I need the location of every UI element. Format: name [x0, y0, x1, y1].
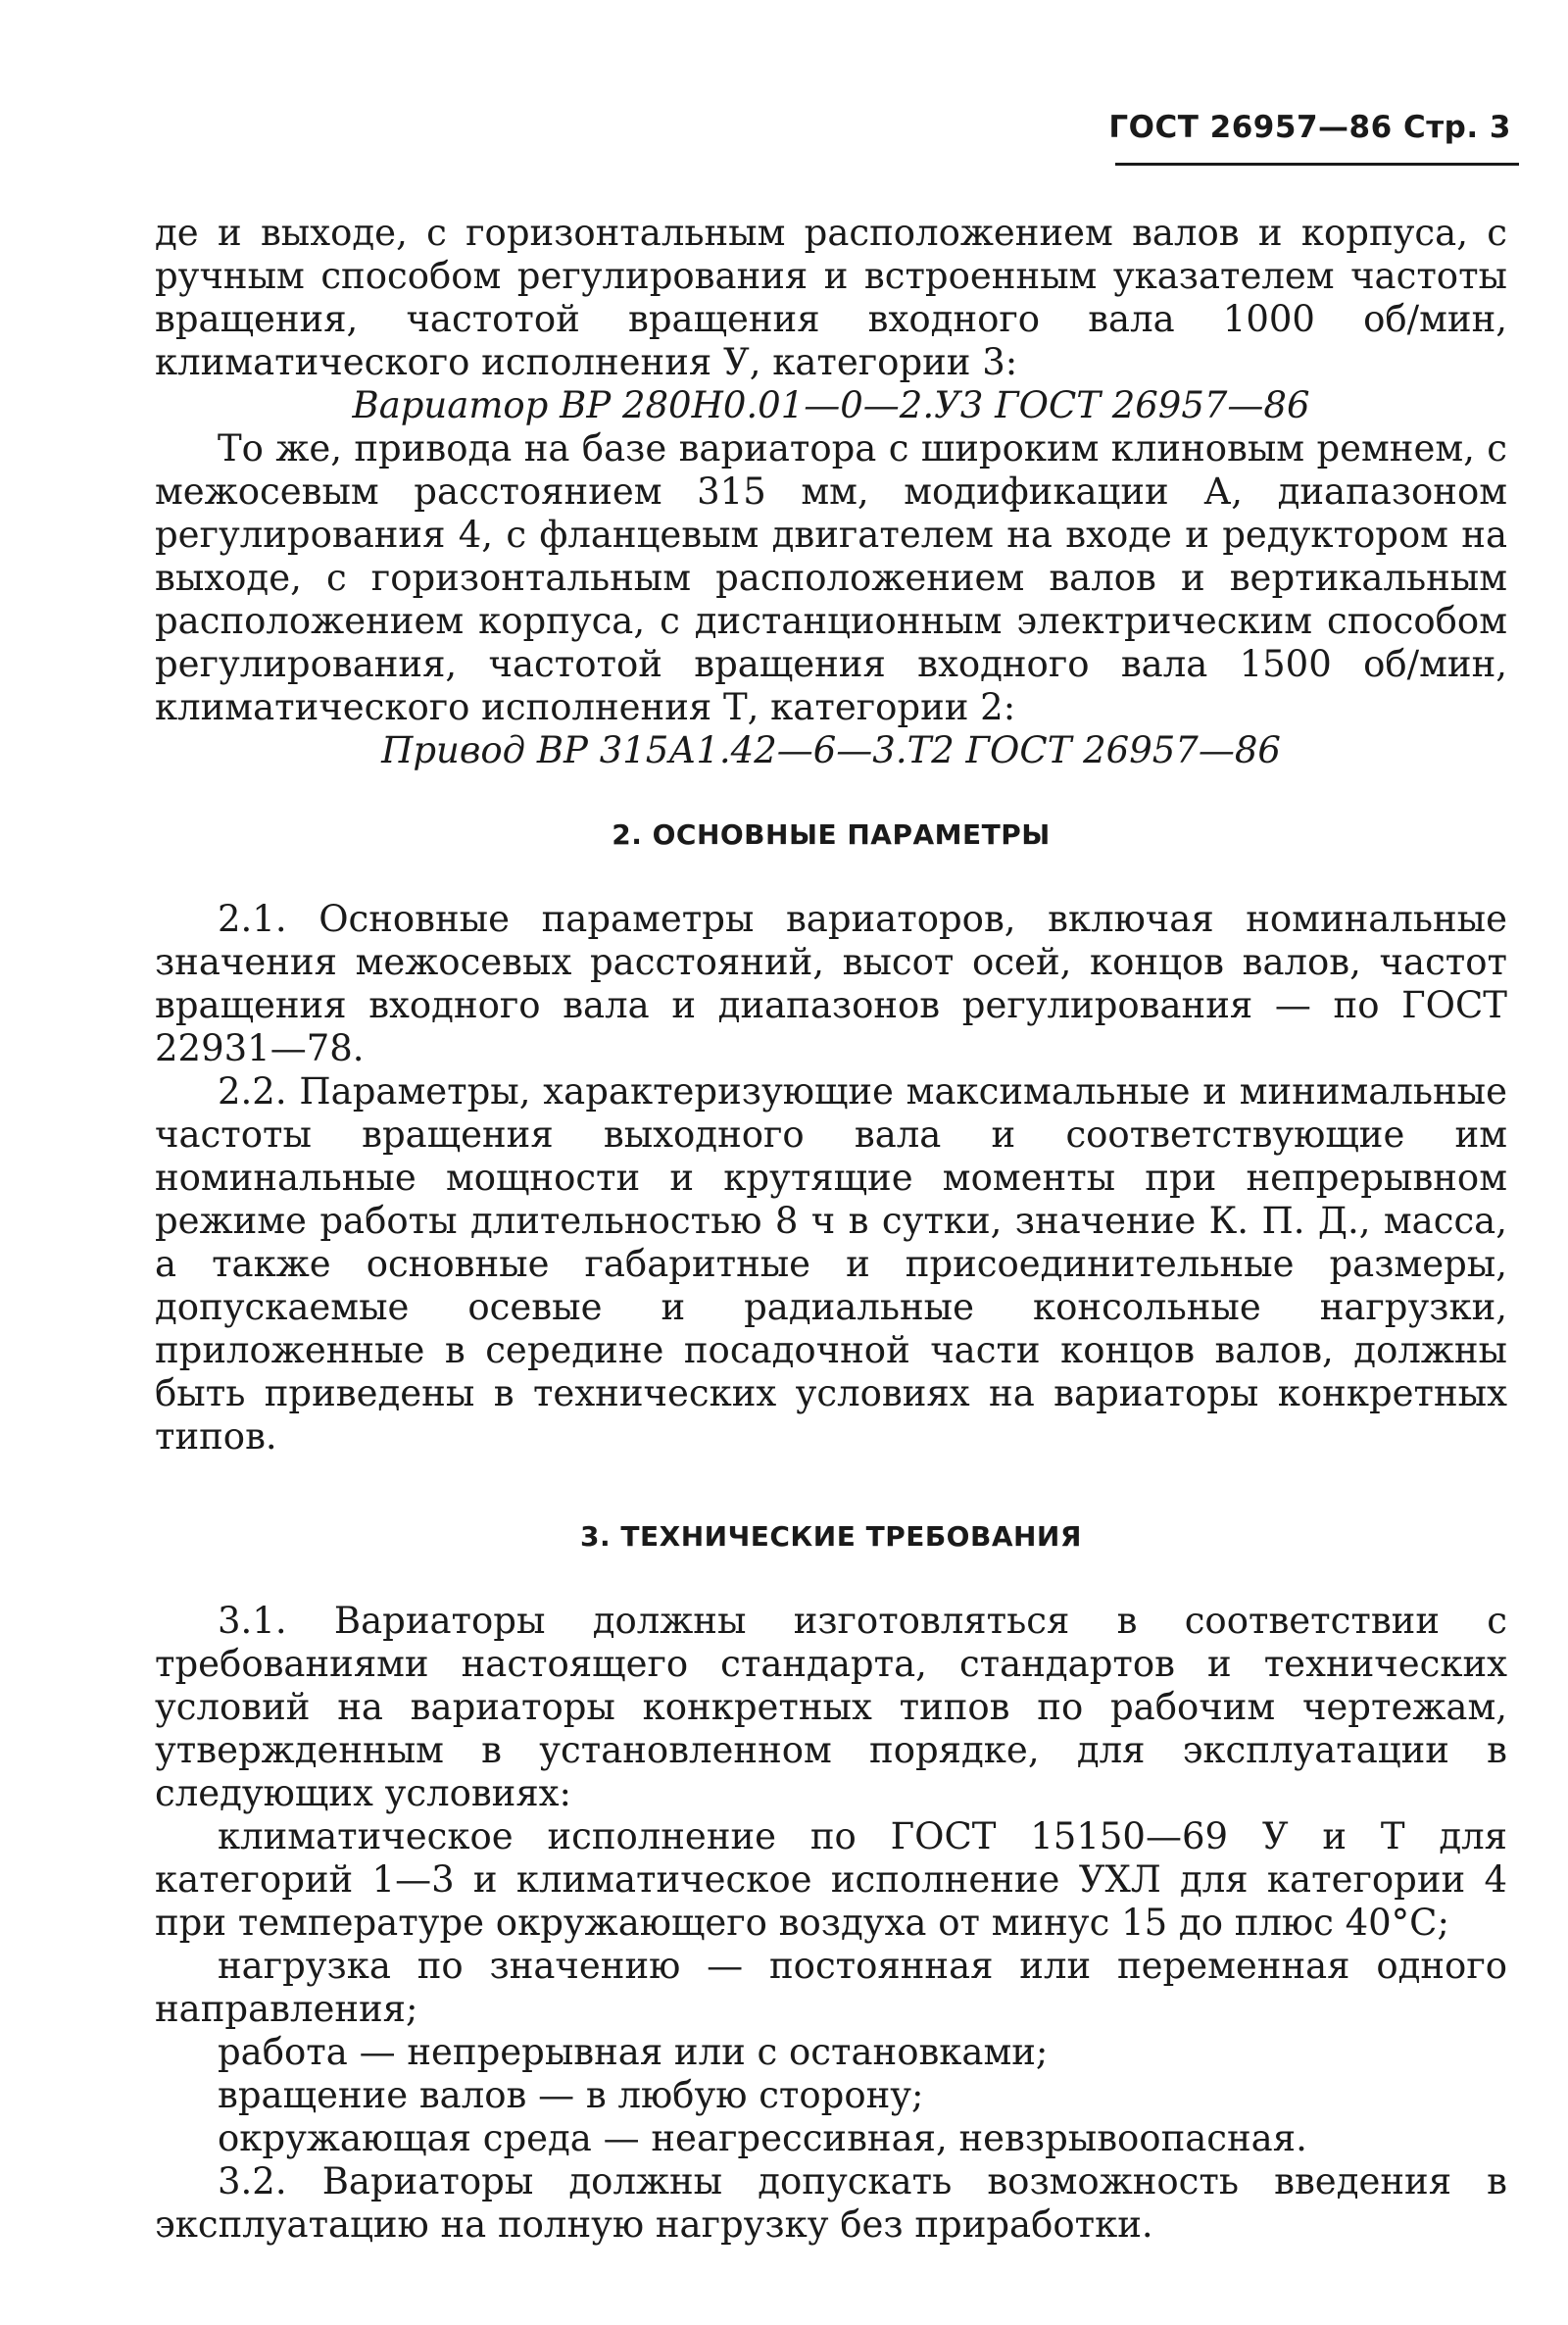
- condition-load: нагрузка по значению — постоянная или переменная одного направления;: [155, 1945, 1507, 2030]
- section-2-heading: 2. ОСНОВНЫЕ ПАРАМЕТРЫ: [612, 818, 1051, 851]
- clause-3-1: 3.1. Вариаторы должны изготовляться в соответствии с требованиями настоящего стандарта, стандартов и технических условий на вариаторы конкретных типов по рабочим чертежам, утвержденным в установленном порядке, для эксплуатации в следующих условиях:: [155, 1600, 1507, 1814]
- intro-paragraph-1: де и выходе, с горизонтальным расположением валов и корпуса, с ручным способом регулирования и встроенным указателем частоты вращения, частотой вращения входного вала 1000 об/мин, климатического исполнения У, категории 3:: [155, 212, 1507, 383]
- clause-2-2: 2.2. Параметры, характеризующие максимальные и минимальные частоты вращения выходного вала и соответствующие им номинальные мощности и крутящие моменты при непрерывном режиме работы длительностью 8 ч в сутки, значение К. П. Д., масса, а также основные габаритные и присоединительные размеры, допускаемые осевые и радиальные консольные нагрузки, приложенные в середине посадочной части концов валов, должны быть приведены в технических условиях на вариаторы конкретных типов.: [155, 1070, 1507, 1458]
- condition-climate: климатическое исполнение по ГОСТ 15150—69 У и Т для категорий 1—3 и климатическое исполнение УХЛ для категории 4 при температуре окружающего воздуха от минус 15 до плюс 40°С;: [155, 1815, 1507, 1944]
- condition-operation: работа — непрерывная или с остановками;: [218, 2031, 1049, 2073]
- document-body: [155, 212, 1507, 2247]
- section-3-heading: 3. ТЕХНИЧЕСКИЕ ТРЕБОВАНИЯ: [580, 1520, 1082, 1553]
- intro-paragraph-2: То же, привода на базе вариатора с широким клиновым ремнем, с межосевым расстоянием 315 мм, модификации А, диапазоном регулирования 4, с фланцевым двигателем на входе и редуктором на выходе, с горизонтальным расположением валов и вертикальным расположением корпуса, с дистанционным электрическим способом регулирования, частотой вращения входного вала 1500 об/мин, климатического исполнения Т, категории 2:: [155, 427, 1507, 728]
- condition-rotation: вращение валов — в любую сторону;: [218, 2074, 924, 2116]
- clause-2-1: 2.1. Основные параметры вариаторов, включая номинальные значения межосевых расстояний, высот осей, концов валов, частот вращения входного вала и диапазонов регулирования — по ГОСТ 22931—78.: [155, 898, 1507, 1069]
- header-rule: [1115, 163, 1519, 166]
- designation-example-2: Привод ВР 315А1.42—6—3.Т2 ГОСТ 26957—86: [381, 729, 1281, 771]
- clause-3-2: 3.2. Вариаторы должны допускать возможность введения в эксплуатацию на полную нагрузку без приработки.: [155, 2160, 1507, 2246]
- page-header: ГОСТ 26957—86 Стр. 3: [1108, 110, 1511, 145]
- designation-example-1: Вариатор ВР 280Н0.01—0—2.У3 ГОСТ 26957—86: [352, 384, 1310, 426]
- condition-environment: окружающая среда — неагрессивная, невзрывоопасная.: [218, 2117, 1307, 2159]
